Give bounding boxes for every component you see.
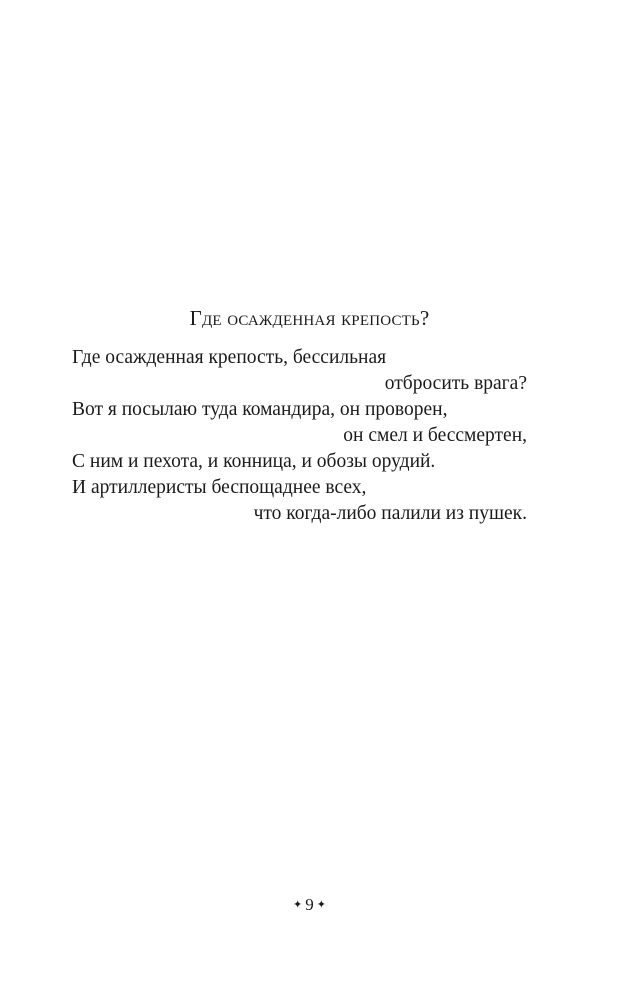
page-number: 9	[305, 895, 314, 914]
four-point-star-icon: ✦	[293, 898, 303, 911]
poem-line: он смел и бессмертен,	[343, 425, 527, 446]
poem-line: отбросить врага?	[384, 373, 527, 394]
page-number-footer	[0, 895, 619, 915]
poem-body	[72, 345, 527, 527]
poem-line: С ним и пехота, и конница, и обозы орудий.	[72, 451, 436, 472]
poem-line: Вот я посылаю туда командира, он проворен,	[72, 399, 448, 420]
poem-line: И артиллеристы беспощаднее всех,	[72, 477, 367, 498]
four-point-star-icon: ✦	[316, 898, 326, 911]
poem-title: Где осажденная крепость?	[189, 306, 430, 330]
poem-line: что когда-либо палили из пушек.	[253, 503, 527, 524]
poem-line: Где осажденная крепость, бессильная	[72, 347, 387, 368]
